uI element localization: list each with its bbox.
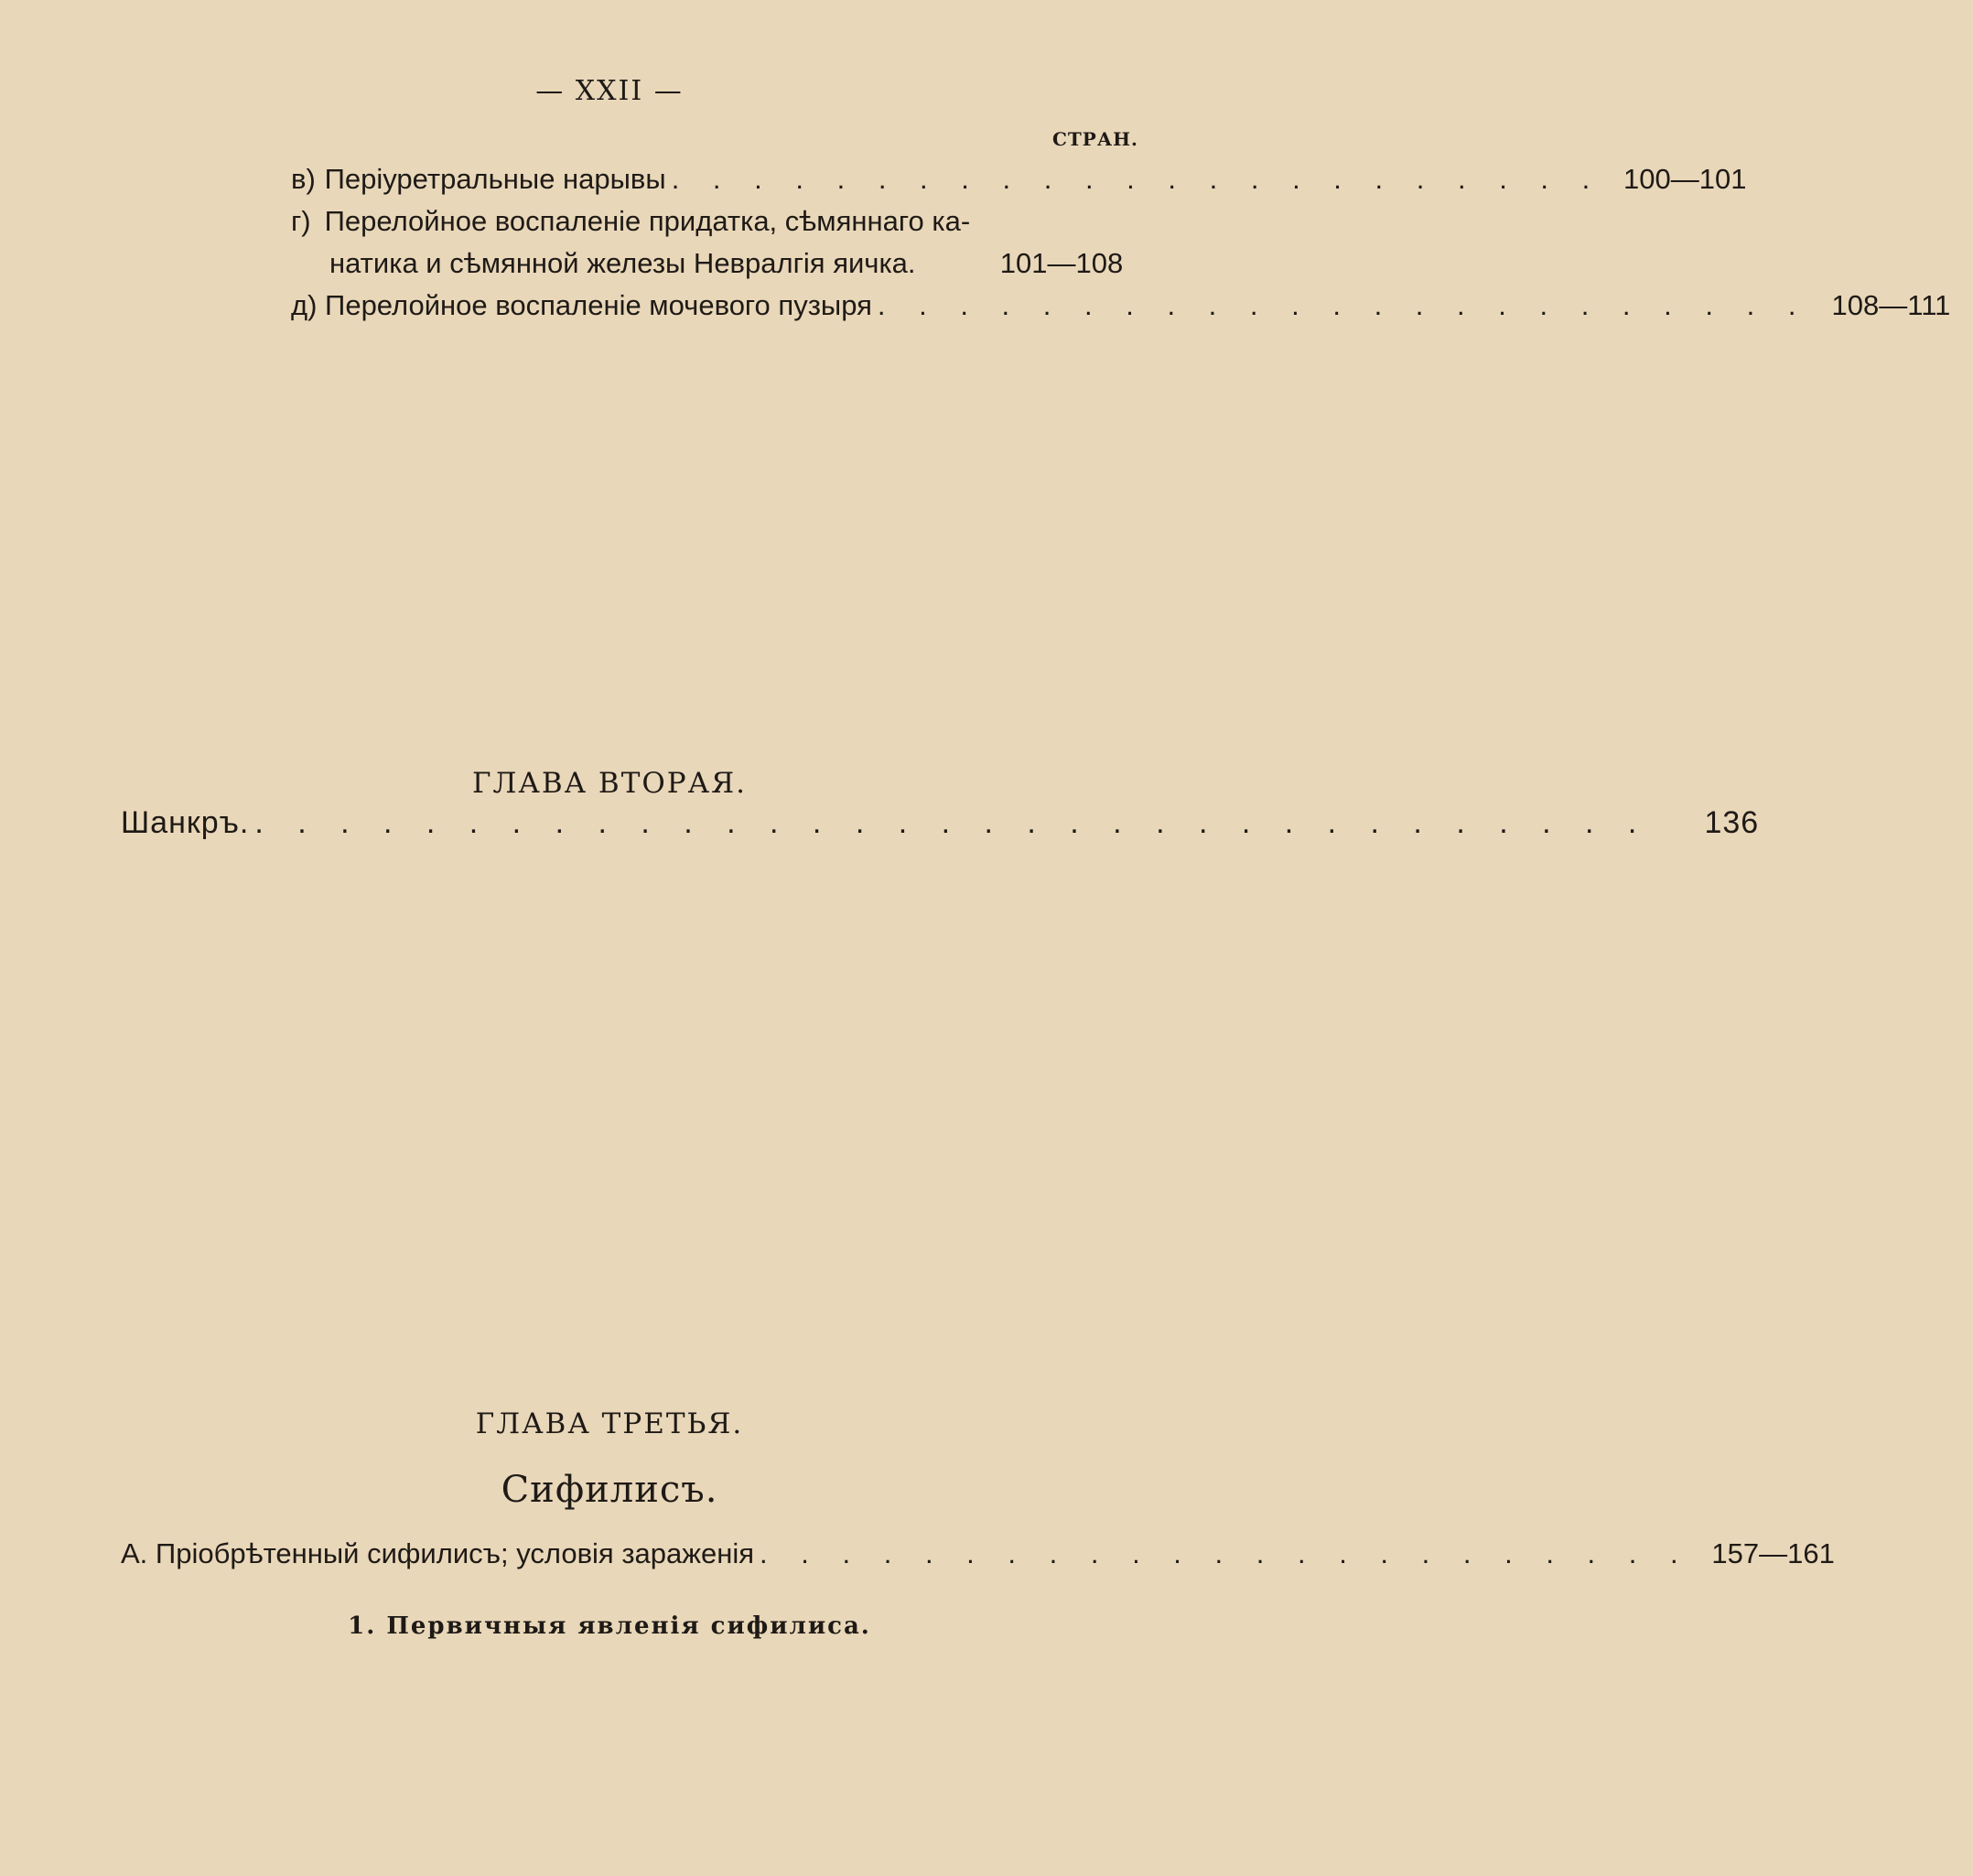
entry-pages: 101—108 — [999, 247, 1124, 279]
leader-dots: . . . . . . . . . . . . . . . . . . . . . . . . . . . . . . . . . — [254, 805, 1650, 840]
toc-entry — [291, 205, 977, 247]
pages-column-label: СТРАН. — [1052, 128, 1138, 150]
entry-number: г) — [291, 205, 311, 237]
toc-entry — [121, 1537, 1835, 1580]
toc-entry — [291, 289, 1951, 331]
entry-number: в) — [291, 163, 316, 195]
section-heading: 1. Первичныя явленія сифилиса. — [348, 1612, 871, 1640]
chapter-title: Сифилисъ. — [501, 1469, 718, 1511]
running-head: — XXII — — [535, 75, 684, 107]
leader-dots: . . . . . . . . . . . . . . . . . . . . . . . — [877, 289, 1809, 321]
entry-pages: 100—101 — [1623, 163, 1747, 195]
entry-title: Періуретральные нарывы — [324, 163, 666, 195]
entry-pages: 136 — [1704, 805, 1760, 840]
entry-number: А. — [121, 1537, 148, 1569]
entry-title: Шанкръ. — [121, 805, 250, 840]
entry-pages: 108—111 — [1831, 289, 1951, 321]
entry-number: д) — [291, 289, 318, 321]
toc-entry — [121, 805, 1760, 847]
entry-title: Пріобрѣтенный сифилисъ; условія зараженія — [155, 1537, 755, 1569]
toc-entry — [329, 247, 1144, 289]
chapter-heading: ГЛАВА ТРЕТЬЯ. — [475, 1407, 744, 1440]
leader-dots: . . . . . . . . . . . . . . . . . . . . . . . — [671, 163, 1603, 195]
entry-title: натика и сѣмянной железы Невралгія яичка. — [329, 247, 916, 279]
entry-title: Перелойное воспаленіе придатка, сѣмяннаго ка- — [324, 205, 971, 237]
toc-entry — [291, 163, 1747, 205]
entry-pages: 157—161 — [1711, 1537, 1835, 1569]
leader-dots: . . . . . . . . . . . . . . . . . . . . . . . — [760, 1537, 1691, 1569]
entry-title: Перелойное воспаленіе мочевого пузыря — [325, 289, 872, 321]
chapter-heading: ГЛАВА ВТОРАЯ. — [471, 767, 748, 800]
